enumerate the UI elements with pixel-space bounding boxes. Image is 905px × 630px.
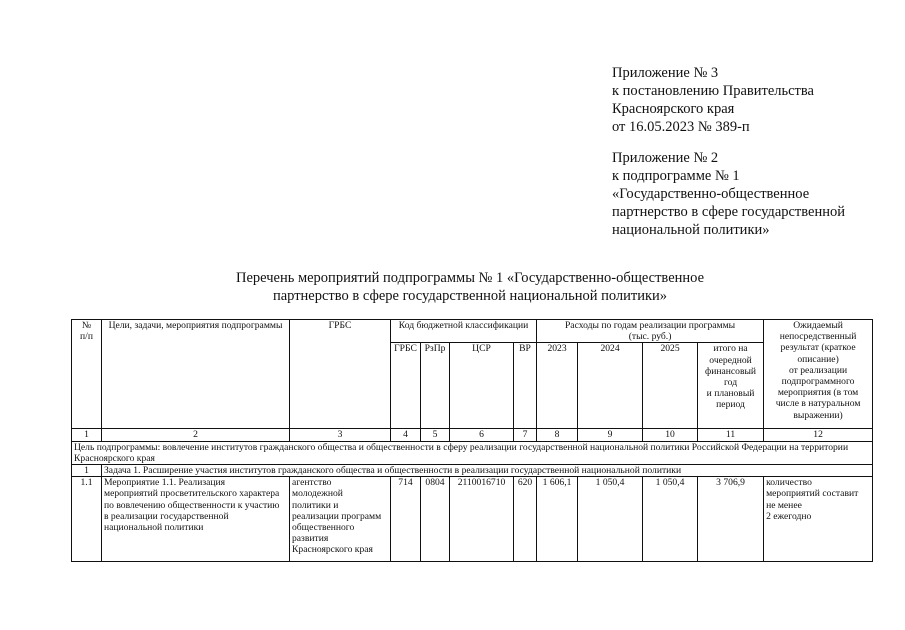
header-budget-code: Код бюджетной классификации bbox=[391, 320, 537, 343]
appendix-3-line-2: к постановлению Правительства bbox=[612, 83, 814, 99]
row-year-2025: 1 050,4 bbox=[643, 477, 698, 562]
header-code-grbs: ГРБС bbox=[391, 343, 421, 429]
header-code-vr: ВР bbox=[514, 343, 537, 429]
task-row bbox=[72, 465, 873, 477]
row-total: 3 706,9 bbox=[698, 477, 764, 562]
row-measure-name: Мероприятие 1.1. Реализация мероприятий просветительского характера по вовлечению общественности к участию в реализации государственной национальной политики bbox=[102, 477, 290, 562]
column-number: 11 bbox=[698, 429, 764, 441]
row-num: 1.1 bbox=[72, 477, 102, 562]
header-total: итого на очередной финансовый год и плановый период bbox=[698, 343, 764, 429]
row-expected-result: количество мероприятий составит не менее 2 ежегодно bbox=[764, 477, 873, 562]
row-year-2023: 1 606,1 bbox=[537, 477, 578, 562]
header-code-rzpr: РзПр bbox=[421, 343, 450, 429]
header-year-2025: 2025 bbox=[643, 343, 698, 429]
measures-table bbox=[71, 319, 873, 562]
column-number: 8 bbox=[537, 429, 578, 441]
column-number: 4 bbox=[391, 429, 421, 441]
appendix-2-line-1: Приложение № 2 bbox=[612, 150, 719, 166]
appendix-2-line-5: национальной политики» bbox=[612, 222, 770, 238]
appendix-3-line-1: Приложение № 3 bbox=[612, 65, 719, 81]
row-code-rzpr: 0804 bbox=[421, 477, 450, 562]
document-title bbox=[140, 269, 800, 305]
column-number: 7 bbox=[514, 429, 537, 441]
column-number: 10 bbox=[643, 429, 698, 441]
appendix-2-line-2: к подпрограмме № 1 bbox=[612, 168, 740, 184]
column-number: 1 bbox=[72, 429, 102, 441]
document-title-line-2: партнерство в сфере государственной национальной политики» bbox=[272, 288, 668, 304]
header-code-csr: ЦСР bbox=[450, 343, 514, 429]
header-num: № п/п bbox=[72, 320, 102, 429]
column-number: 9 bbox=[578, 429, 643, 441]
column-number: 2 bbox=[102, 429, 290, 441]
header-goals: Цели, задачи, мероприятия подпрограммы bbox=[102, 320, 290, 429]
row-code-vr: 620 bbox=[514, 477, 537, 562]
table-row bbox=[72, 477, 873, 562]
appendix-3-line-3: Красноярского края bbox=[612, 101, 735, 117]
column-number: 3 bbox=[290, 429, 391, 441]
header-year-2024: 2024 bbox=[578, 343, 643, 429]
header-expenses: Расходы по годам реализации программы (тыс. руб.) bbox=[537, 320, 764, 343]
task-num: 1 bbox=[72, 465, 102, 477]
header-grbs: ГРБС bbox=[290, 320, 391, 429]
column-number: 6 bbox=[450, 429, 514, 441]
appendix-3-line-4: от 16.05.2023 № 389-п bbox=[612, 119, 750, 135]
row-code-grbs: 714 bbox=[391, 477, 421, 562]
task-text: Задача 1. Расширение участия институтов гражданского общества и общественности в реализации государственной национальной политики bbox=[102, 465, 873, 477]
column-number: 5 bbox=[421, 429, 450, 441]
header-row-1 bbox=[72, 320, 873, 343]
column-numbers-row bbox=[72, 429, 873, 441]
header-expected-result: Ожидаемый непосредственный результат (краткое описание) от реализации подпрограммного мероприятия (в том числе в натуральном выражении) bbox=[764, 320, 873, 429]
appendix-2-line-3: «Государственно-общественное bbox=[612, 186, 810, 202]
column-number: 12 bbox=[764, 429, 873, 441]
goal-row bbox=[72, 441, 873, 464]
row-grbs: агентство молодежной политики и реализации программ общественного развития Красноярского края bbox=[290, 477, 391, 562]
goal-text: Цель подпрограммы: вовлечение институтов гражданского общества и общественности в сферу реализации государственной национальной политики Российской Федерации на территории Красноярского края bbox=[72, 441, 873, 464]
header-year-2023: 2023 bbox=[537, 343, 578, 429]
appendix-3-header bbox=[612, 64, 814, 136]
row-code-csr: 2110016710 bbox=[450, 477, 514, 562]
row-year-2024: 1 050,4 bbox=[578, 477, 643, 562]
document-title-line-1: Перечень мероприятий подпрограммы № 1 «Государственно-общественное bbox=[235, 270, 705, 286]
appendix-2-line-4: партнерство в сфере государственной bbox=[612, 204, 845, 220]
appendix-2-header bbox=[612, 149, 845, 239]
